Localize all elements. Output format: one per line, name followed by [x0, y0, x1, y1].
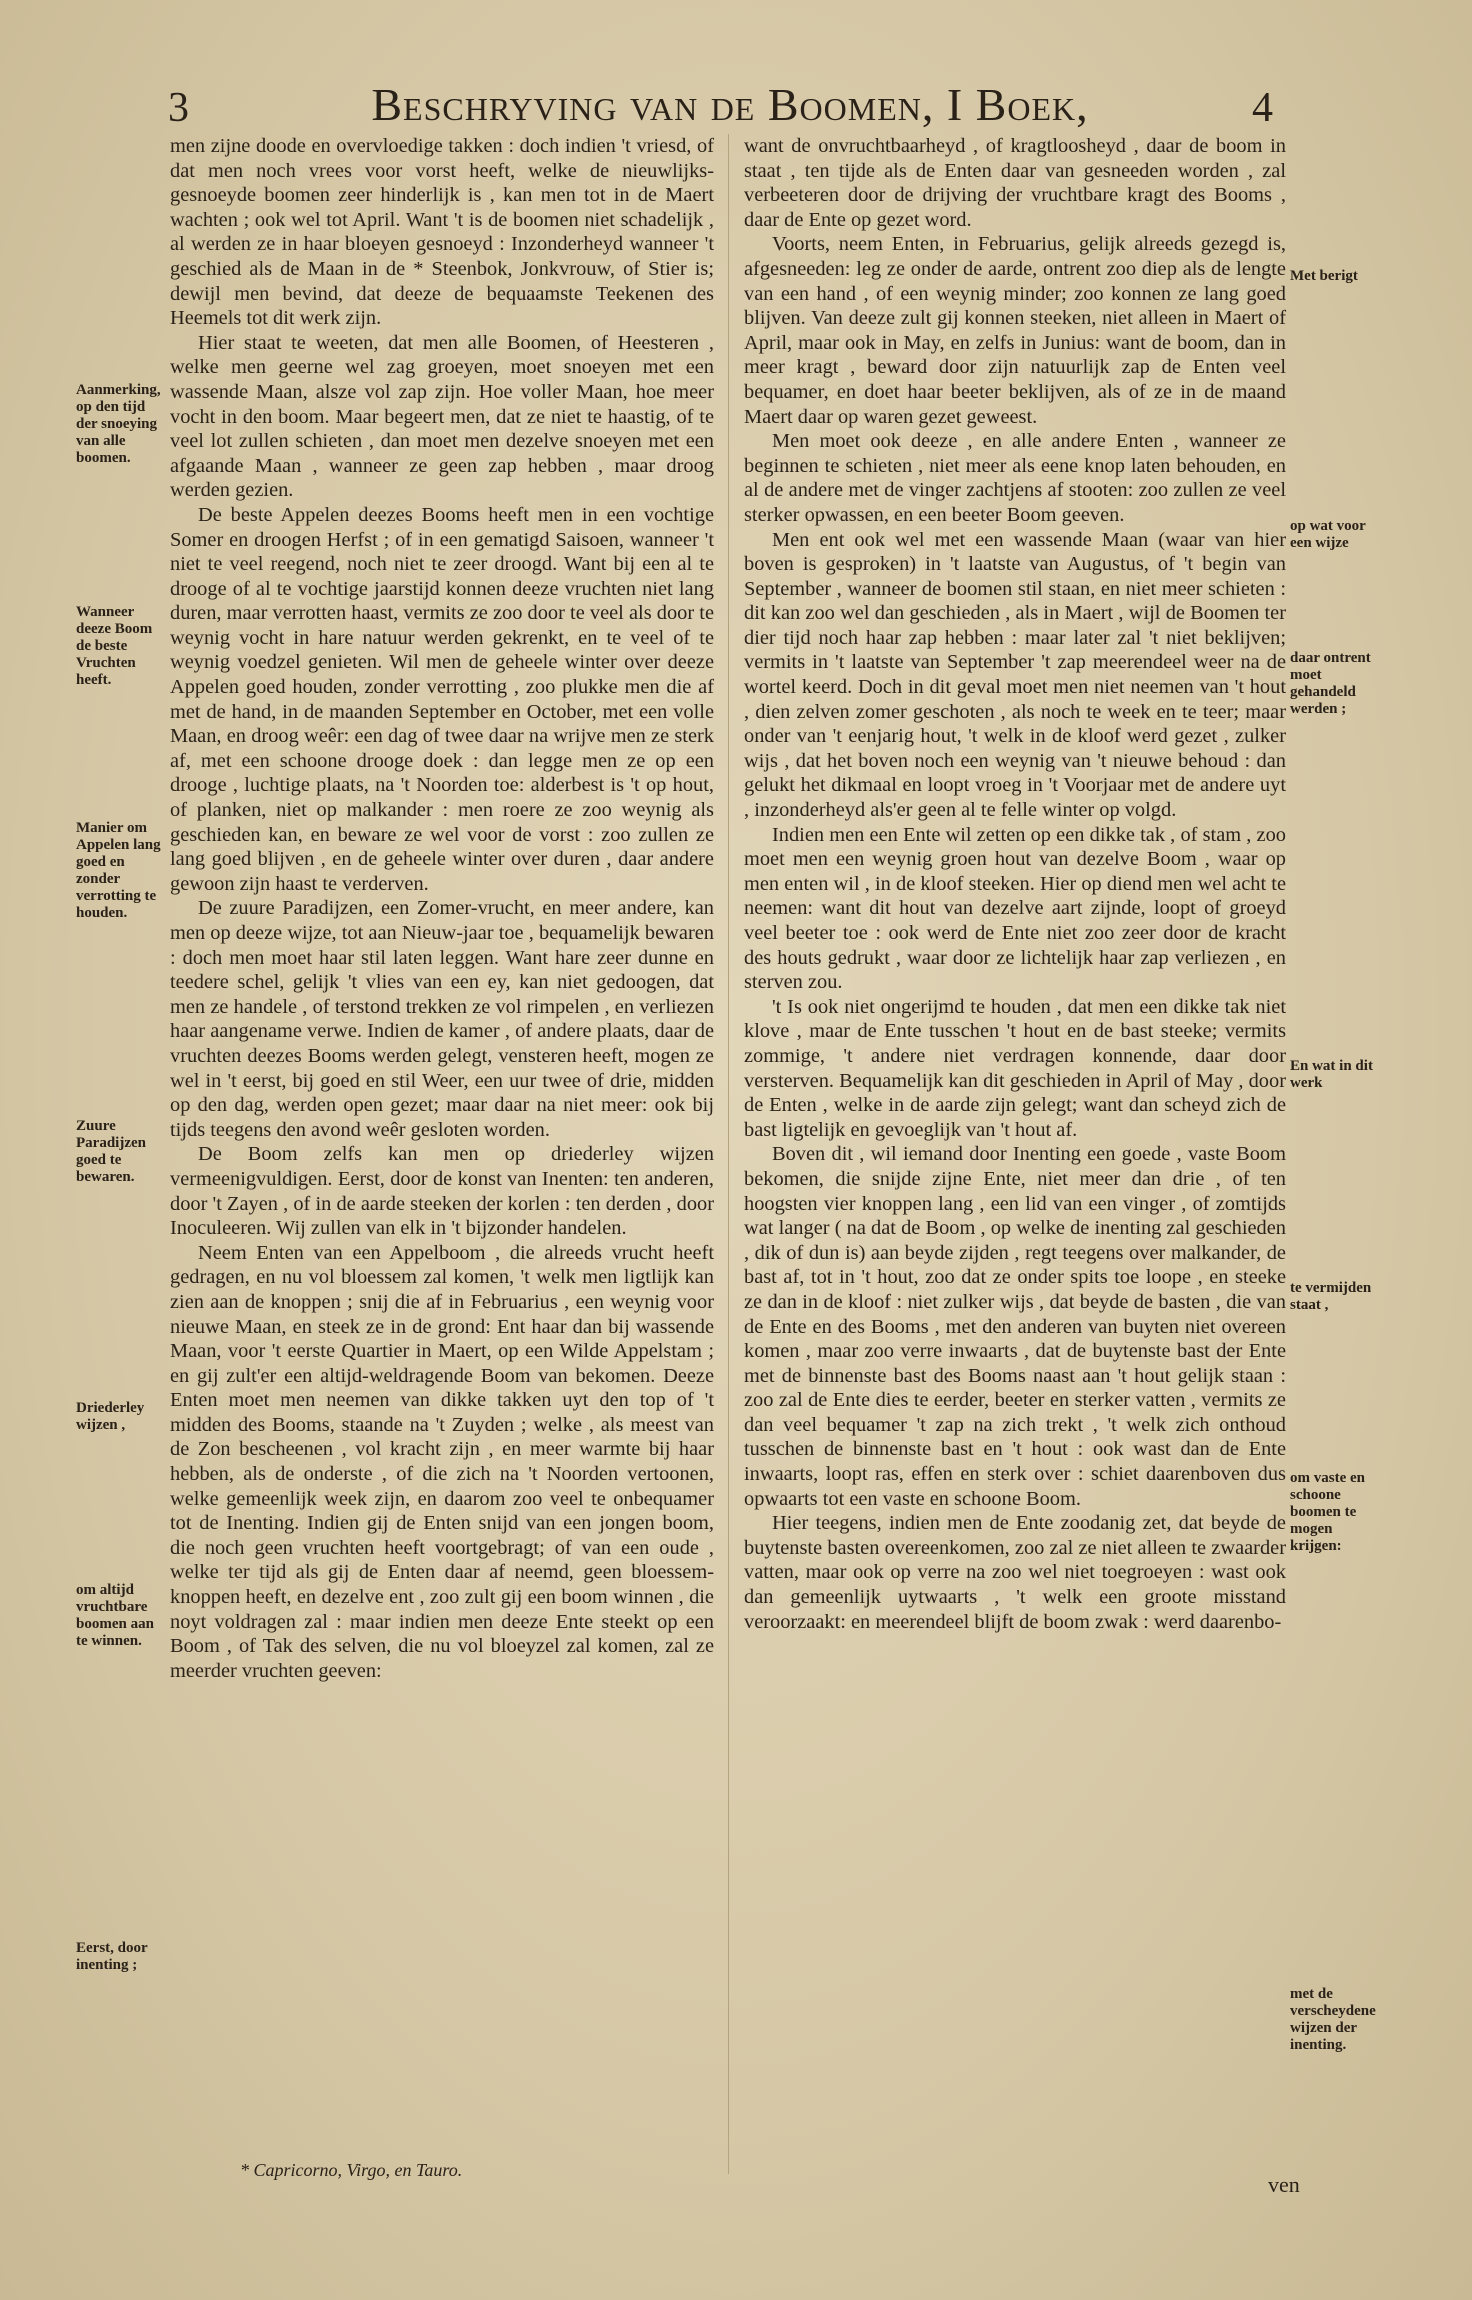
- margin-note: En wat in dit werk: [1290, 1058, 1373, 1091]
- footnote: * Capricorno, Virgo, en Tauro.: [240, 2160, 463, 2180]
- margin-note: om vaste en schoone boomen te mogen krijgen:: [1290, 1470, 1365, 1554]
- paragraph: Voorts, neem Enten, in Februarius, gelijk alreeds gezegd is, afgesneeden: leg ze onder de aarde, ontrent zoo diep als de lengte van een hand , of een weynig minder; zoo konnen ze lang goed blijven. Van deeze zult gij konnen steeken, niet alleen in Maert of April, maar ook in May, en zelfs in Junius: want de boom, dan in meer kragt , beward door zijn natuurlijk zap de Enten veel bequamer, en doet haar beeter beklijven, als of ze in de maand Maert daar op waren gezet geweest.: [744, 233, 1286, 428]
- paragraph: want de onvruchtbaarheyd , of kragtloosheyd , daar de boom in staat , ten tijde als de Enten daar van gesneeden worden , zal verbeeteren door de drijving der vruchtbare kragt des Booms , daar de Ente op gezet word.: [744, 135, 1286, 231]
- right-column: [744, 134, 1286, 1634]
- margin-note: met de verscheydene wijzen der inenting.: [1290, 1986, 1376, 2053]
- paragraph: De beste Appelen deezes Booms heeft men in een vochtige Somer en droogen Herfst ; of in een gematigd Saisoen, wanneer 't niet te veel reegend, noch niet te zeer droogd. Want bij een al te drooge of al te vochtige jaarstijd konnen deeze vruchten niet lang duren, maar verrotten haast, vermits ze zoo door te veel als door te weynig vocht in hare natuur werden gekrenkt, en te veel of te weynig voedzel genieten. Wil men de geheele winter over deeze Appelen goed houden, zonder verrotting , zoo plukke men die af met de hand, in de maanden September en October, met een volle Maan, en droog weêr: een dag of twee daar na wrijve men ze sterk af, met een schoone drooge doek : dan legge men ze op een drooge , luchtige plaats, na 't Noorden toe: alderbest is 't op hout, of planken, niet op malkander : men roere ze zoo weynig als geschieden kan, en beware ze wel voor de vorst : zoo zullen ze lang goed blijven , en de geheele winter over duren , daar andere gewoon zijn haast te verderven.: [170, 503, 714, 895]
- left-column: [170, 134, 714, 1683]
- paragraph: De zuure Paradijzen, een Zomer-vrucht, en meer andere, kan men op deeze wijze, tot aan Nieuw-jaar toe , bequamelijk bewaren : doch men moet haar stil laten leggen. Want hare zeer dunne en teedere schel, gelijk 't vlies van een ey, kan niet gedoogen, dat men ze handele , of terstond trekken ze vol rimpelen , en verliezen haar aangename verwe. Indien de kamer , of andere plaats, daar de vruchten deezes Booms werden gelegt, vensteren heeft, mogen ze wel in 't eerst, bij goed en stil Weer, een uur twee of drie, midden op den dag, werden open gezet; maar daar na niet meer: ook bij tijds teegens den avond weêr gesloten worden.: [170, 897, 714, 1141]
- running-title: Beschryving van de Boomen, I Boek,: [371, 79, 1089, 130]
- paragraph: Neem Enten van een Appelboom , die alreeds vrucht heeft gedragen, en nu vol bloessem zal komen, 't welk men ligtlijk kan zien aan de knoppen ; snij die af in Februarius , een weynig voor nieuwe Maan, en steek ze in de grond: Ent haar dan bij wassende Maan, voor 't eerste Quartier in Maert, op een Wilde Appelstam ; en gij zult'er een altijd-weldragende Boom van bekomen. Deeze Enten moet men neemen van dikke takken uyt den top of 't midden des Booms, staande na 't Zuyden ; welke , als meest van de Zon bescheenen , vol kracht zijn , en meer warmte bij haar hebben, als de onderste , of die zich na 't Noorden vertoonen, welke gemeenlijk week zijn, en daarom zoo veel te onbequamer tot de Inenting. Indien gij de Enten snijd van een jongen boom, die noch geen vruchten heeft voortgebragt; of van een oude , welke ter tijd als gij de Enten daar af neemd, geen bloessem-knoppen heeft, en dezelve ent , zoo zult gij een boom winnen , die noyt voldragen zal : maar indien men deeze Ente steekt op een Boom , of Tak des selven, die nu vol bloeyzel zal komen, zal ze meerder vruchten geeven:: [170, 1241, 714, 1682]
- paragraph: 't Is ook niet ongerijmd te houden , dat men een dikke tak niet klove , maar de Ente tusschen 't hout en de bast steeke; vermits zommige, 't andere niet verdragen konnende, daar door versterven. Bequamelijk kan dit geschieden in April of May , door de Enten , welke in de aarde zijn gelegt; want dan scheyd zich de bast ligtelijk en gevoeglijk van 't hout af.: [744, 995, 1286, 1141]
- paragraph: De Boom zelfs kan men op driederley wijzen vermeenigvuldigen. Eerst, door de konst van Inenten: ten anderen, door 't Zayen , of in de aarde steeken der korlen : ten derden , door Inoculeeren. Wij zullen van elk in 't bijzonder handelen.: [170, 1143, 714, 1240]
- margin-note: Met berigt: [1290, 268, 1358, 284]
- paragraph: Men ent ook wel met een wassende Maan (waar van hier boven is gesproken) in 't laatste van Augustus, of 't begin van September , wanneer de boomen stil staan, en niet meer schieten : dit kan zoo wel dan geschieden , als in Maert , wijl de Boomen ter dier tijd noch haar zap hebben : maar later zal 't niet beklijven; vermits in 't laatste van September 't zap meerendeel weer na de wortel keerd. Doch in dit geval moet men niet neemen van 't hout , dien zelven zomer geschoten , als noch te week en te teer; maar onder van 't eenjarig hout, 't welk in de kloof werd gezet , zulker wijs , dat het boven noch een weynig van 't nieuwe behoud : dan gelukt het dikmaal en loopt vroeg in 't Voorjaar met de andere uyt , inzonderheyd als'er geen al te felle winter op volgd.: [744, 528, 1286, 822]
- margin-note: Driederley wijzen ,: [76, 1400, 145, 1433]
- margin-note: te vermijden staat ,: [1290, 1280, 1372, 1313]
- paragraph: Boven dit , wil iemand door Inenting een goede , vaste Boom bekomen, die snijde zijne Ente, niet meer dan drie , of ten hoogsten vier knoppen lang , een lid van een vinger , of zomtijds wat langer ( na dat de Boom , op welke de inenting zal geschieden , dik of dun is) aan beyde zijden , regt teegens over malkander, de bast af, tot in 't hout, zoo dat ze onder spits toe loope , en steeke ze dan in de kloof : niet zulker wijs , dat beyde de basten , die van de Ente en des Booms , met den anderen van buyten niet overeen komen , maar zoo verre inwaarts , dat de buytenste bast der Ente met de binnenste bast des Booms naast aan 't hout gelijk staan : zoo zal de Ente dies te eerder, beeter en sterker vatten , vermits ze dan veel bequamer 't zap na zich trekt , 't welk zich onthoud tusschen de binnenste bast en 't hout : ook wast dan de Ente inwaarts, loopt ras, effen en sterk over : schiet daarenboven dus opwaarts tot een vaste en schoone Boom.: [744, 1143, 1286, 1510]
- margin-note: op wat voor een wijze: [1290, 518, 1366, 551]
- margin-note: Aanmerking, op den tijd der snoeying van alle boomen.: [76, 382, 161, 466]
- paragraph: men zijne doode en overvloedige takken : doch indien 't vriesd, of dat men noch vrees voor vorst heeft, welke de nieuwlijks-gesnoeyde boomen zeer hinderlijk is , kan men tot in de Maert wachten ; ook wel tot April. Want 't is de boomen niet schadelijk , al werden ze in haar bloeyen gesnoeyd : Inzonderheyd wanneer 't geschied als de Maan in de * Steenbok, Jonkvrouw, of Stier is; dewijl men bevind, dat deeze de bequaamste Teekenen des Heemels tot dit werk zijn.: [170, 135, 714, 330]
- margin-note: daar ontrent moet gehandeld werden ;: [1290, 650, 1371, 717]
- paragraph: Indien men een Ente wil zetten op een dikke tak , of stam , zoo moet men een weynig groen hout van dezelve Boom , waar op men enten wil , in de kloof steeken. Hier op diend men wel acht te neemen: want dit hout van dezelve aart zijnde, loopt of groeyd veel beeter toe : ook werd de Ente niet zoo zeer door de kracht des houts gedrukt , waar door ze lichtelijk haar zap verliezen , en sterven zou.: [744, 823, 1286, 994]
- page-header: [0, 78, 1472, 138]
- paragraph: Hier staat te weeten, dat men alle Boomen, of Heesteren , welke men geerne wel zag groeyen, moet snoeyen met een wassende Maan, alsze vol zap zijn. Hoe voller Maan, hoe meer vocht in den boom. Maar begeert men, dat ze niet te haastig, of te veel lot zullen schieten , dan moet men dezelve snoeyen met een afgaande Maan , wanneer ze geen zap hebben , maar droog werden gezien.: [170, 331, 714, 502]
- margin-note: om altijd vruchtbare boomen aan te winnen.: [76, 1582, 154, 1649]
- paragraph: Hier teegens, indien men de Ente zoodanig zet, dat beyde de buytenste basten overeenkomen, zoo zal ze niet alleen te zwaarder vatten, maar ook op verre na zoo wel niet toegroeyen : wast ook dan gemeenlijk uytwaarts , 't welk een groote misstand veroorzaakt: en meerendeel blijft de boom zwak : werd daarenbo-: [744, 1512, 1286, 1633]
- margin-note: Wanneer deeze Boom de beste Vruchten heeft.: [76, 604, 153, 688]
- margin-note: Zuure Paradijzen goed te bewaren.: [76, 1118, 146, 1185]
- column-divider: [728, 134, 729, 2174]
- page-number-left: 3: [168, 85, 189, 131]
- margin-note: Eerst, door inenting ;: [76, 1940, 148, 1973]
- catchword: ven: [1268, 2172, 1300, 2197]
- page-number-right: 4: [1252, 85, 1273, 131]
- paragraph: Men moet ook deeze , en alle andere Enten , wanneer ze beginnen te schieten , niet meer als eene knop laten behouden, en al de andere met de vinger zachtjens af stooten: zoo zullen ze veel sterker opwassen, en een beeter Boom geeven.: [744, 430, 1286, 526]
- margin-note: Manier om Appelen lang goed en zonder verrotting te houden.: [76, 820, 161, 921]
